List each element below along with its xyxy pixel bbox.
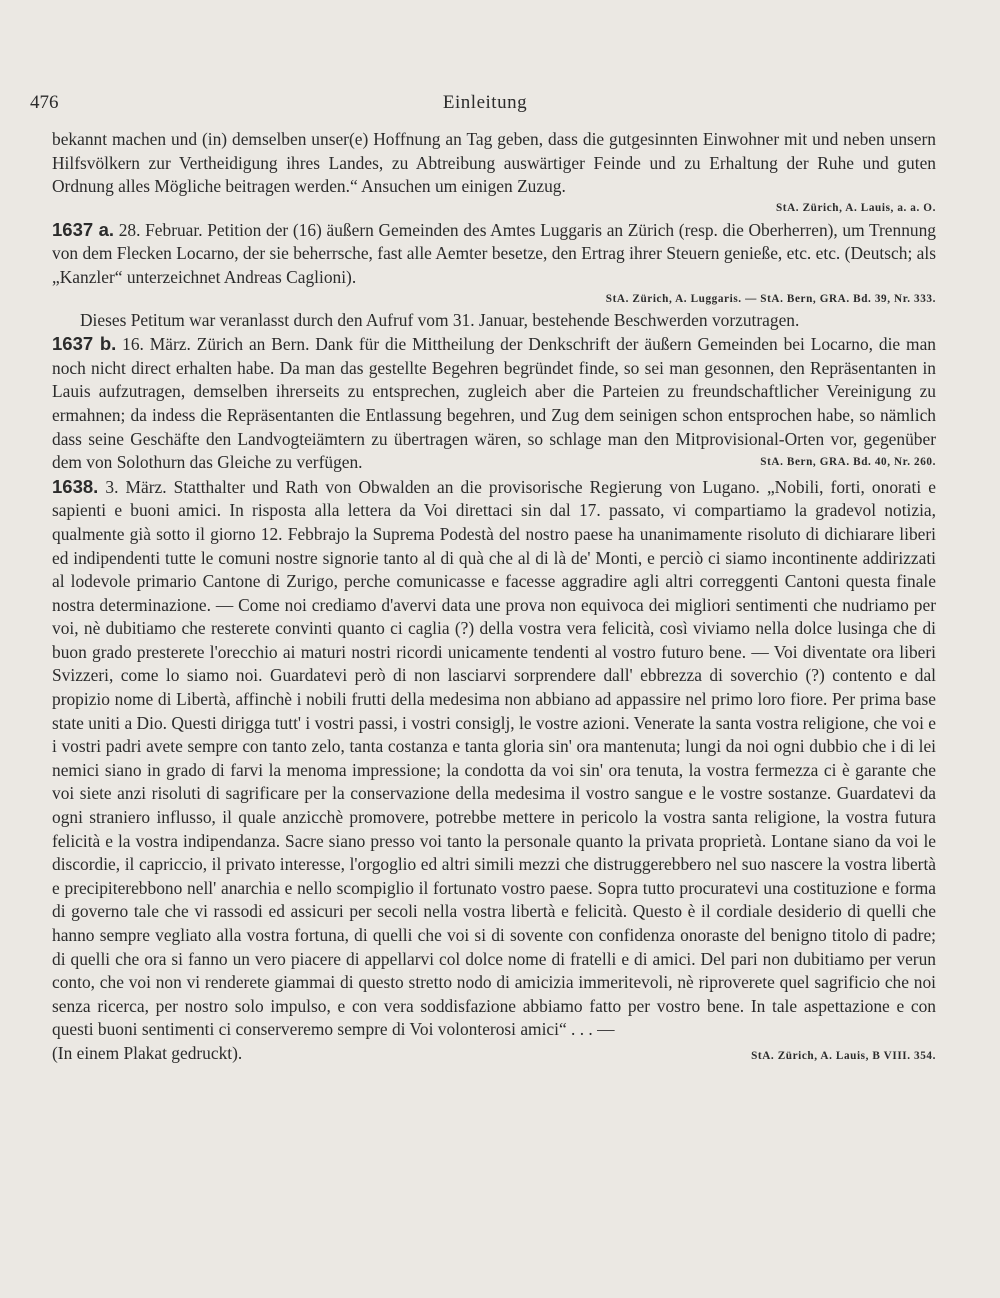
source-reference: StA. Zürich, A. Luggaris. — StA. Bern, GRA. Bd. 39, Nr. 333. <box>605 292 936 305</box>
paragraph-continued: bekannt machen und (in) demselben unser(e) Hoffnung an Tag geben, dass die gutgesinnten Einwohner mit und neben unsern Hilfsvölkern zur Vertheidigung ihres Landes, zu Abtreibung auswärtiger Feinde und zu Erhaltung der Ruhe und guten Ordnung alles Mögliche beitragen werden.“ Ansuchen um einigen Zuzug. <box>52 129 936 197</box>
entry-text: 16. März. Zürich an Bern. Dank für die Mittheilung der Denkschrift der äußern Gemeinden bei Locarno, die man noch nicht direct erhalten habe. Da man das gestellte Begehren begründet finde, so sei man gesonnen, den Repräsentanten in Lauis aufzutragen, demselben ihrerseits zu entsprechen, zugleich aber die Parteien zu freundschaftlicher Vereinigung zu ermahnen; da indess die Repräsentanten die Entlassung begehren, und Zug dem seinigen schon entsprochen habe, so nämlich dass seine Geschäfte den Landvogteiämtern zu übertragen wären, so schlage man den Mitprovisional-Orten vor, gegenüber dem von Solothurn das Gleiche zu verfügen. <box>52 334 936 473</box>
page-number: 476 <box>30 92 59 113</box>
entry-1638 <box>52 475 936 1042</box>
source-reference: StA. Zürich, A. Lauis, a. a. O. <box>775 201 936 214</box>
page-body <box>52 128 936 1068</box>
print-note: (In einem Plakat gedruckt). <box>52 1042 243 1063</box>
source-reference: StA. Bern, GRA. Bd. 40, Nr. 260. <box>760 456 936 469</box>
entry-closing-line <box>52 1042 936 1068</box>
source-reference: StA. Zürich, A. Lauis, B VIII. 354. <box>751 1049 936 1062</box>
entry-text: 3. März. Statthalter und Rath von Obwalden an die provisorische Regierung von Lugano. „Nobili, forti, onorati e sapienti e buoni amici. In risposta alla lettera da Voi direttaci sin dal 17. passato, vi compartiamo la gradevol notizia, qualmente già sotto il giorno 12. Febbrajo la Suprema Podestà del nostro paese ha unanimamente risoluto di dichiarare liberi ed indipendenti tutte le comuni nostre signorie tanto al di quà che al di là de' Monti, e perciò ci siamo incontinente addirizzati al lodevole primario Cantone di Zurigo, perche comunicasse e facesse aggradire agli altri correggenti Cantoni questa finale nostra determinazione. — Come noi crediamo d'avervi data une prova non equivoca dei migliori sentimenti che nudriamo per voi, nè dubitiamo che resterete convinti quanto ci caglia (?) della vostra vera felicità, così viviamo nella dolce lusinga che di buon grado presterete l'orecchio ai maturi nostri ricordi unicamente tendenti al vostro futuro bene. — Voi diventate ora liberi Svizzeri, come lo siamo noi. Guardatevi però di non lasciarvi sorprendere dall' ebbrezza di soverchio (?) contento e dal propizio nome di Libertà, affinchè i nobili frutti della medesima non abbiano ad appassire nel primo loro fiore. Per prima base state uniti a Dio. Questi dirigga tutt' i vostri passi, i vostri consiglj, le vostre azioni. Venerate la santa vostra religione, che voi e i vostri padri avete sempre con tanto zelo, tanta costanza e tanta gloria sin' ora mantenuta; lungi da noi ogni dubbio che i di lei nemici siano in grado di farvi la menoma impressione; la condotta da voi sin' ora tenuta, la vostra fermezza ci è garante che voi siete anzi risoluti di sagrificare per la conservazione della medesima il vostro sangue e le vostre sostanze. Guardatevi da ogni straniero influsso, il quale anzicchè promovere, potrebbe mettere in pericolo la vostra santa religione, la vostra futura felicità e la vostra indipendanza. Sacre siano presso voi tanto la personale quanto la privata proprietà. Lontane siano da voi le discordie, il capriccio, il privato interesse, l'orgoglio ed altri simili mezzi che distruggerebbero nel suo nascere la vostra libertà e precipiterebbono nell' anarchia e nello scompiglio il fortunato vostro paese. Sopra tutto procuratevi una costituzione e forma di governo tale che vi rassodi ed assicuri per secoli nella vostra libertà e felicità. Questo è il cordiale desiderio di quelli che hanno sempre vegliato alla vostra fortuna, di quelli che voi si di sovente con confidenza onoraste del benigno titolo di padre; di quelli che ora si fanno un vero piacere di appellarvi col dolce nome di fratelli e di amici. Del pari non dubitiamo per verun conto, che voi non vi renderete giammai di questo stretto nodo di amicizia immeritevoli, nè riproverete quel sagrificio che noi senza ricerca, per nostro solo impulso, e con vera soddisfazione abbiamo fatto per vostro bene. In tale aspettazione e con questi buoni sentimenti ci conserveremo sempre di Voi volonterosi amici“ . . . — <box>52 476 936 1040</box>
entry-number: 1637 a. <box>52 218 115 240</box>
running-title: Einleitung <box>442 92 528 113</box>
entry-1637b <box>52 332 936 475</box>
entry-number: 1638. <box>52 475 99 497</box>
entry-text: 28. Februar. Petition der (16) äußern Gemeinden des Amtes Luggaris an Zürich (resp. die Oberherren), um Trennung von dem Flecken Locarno, der sie beherrsche, fast alle Aemter besetze, den Ertrag ihrer Steuern genieße, etc. etc. (Deutsch; als „Kanzler“ unterzeichnet Andreas Caglioni). <box>52 219 937 287</box>
entry-1637a <box>52 218 936 290</box>
entry-note: Dieses Petitum war veranlasst durch den Aufruf vom 31. Januar, bestehende Beschwerden vorzutragen. <box>80 309 800 330</box>
entry-number: 1637 b. <box>52 333 117 355</box>
